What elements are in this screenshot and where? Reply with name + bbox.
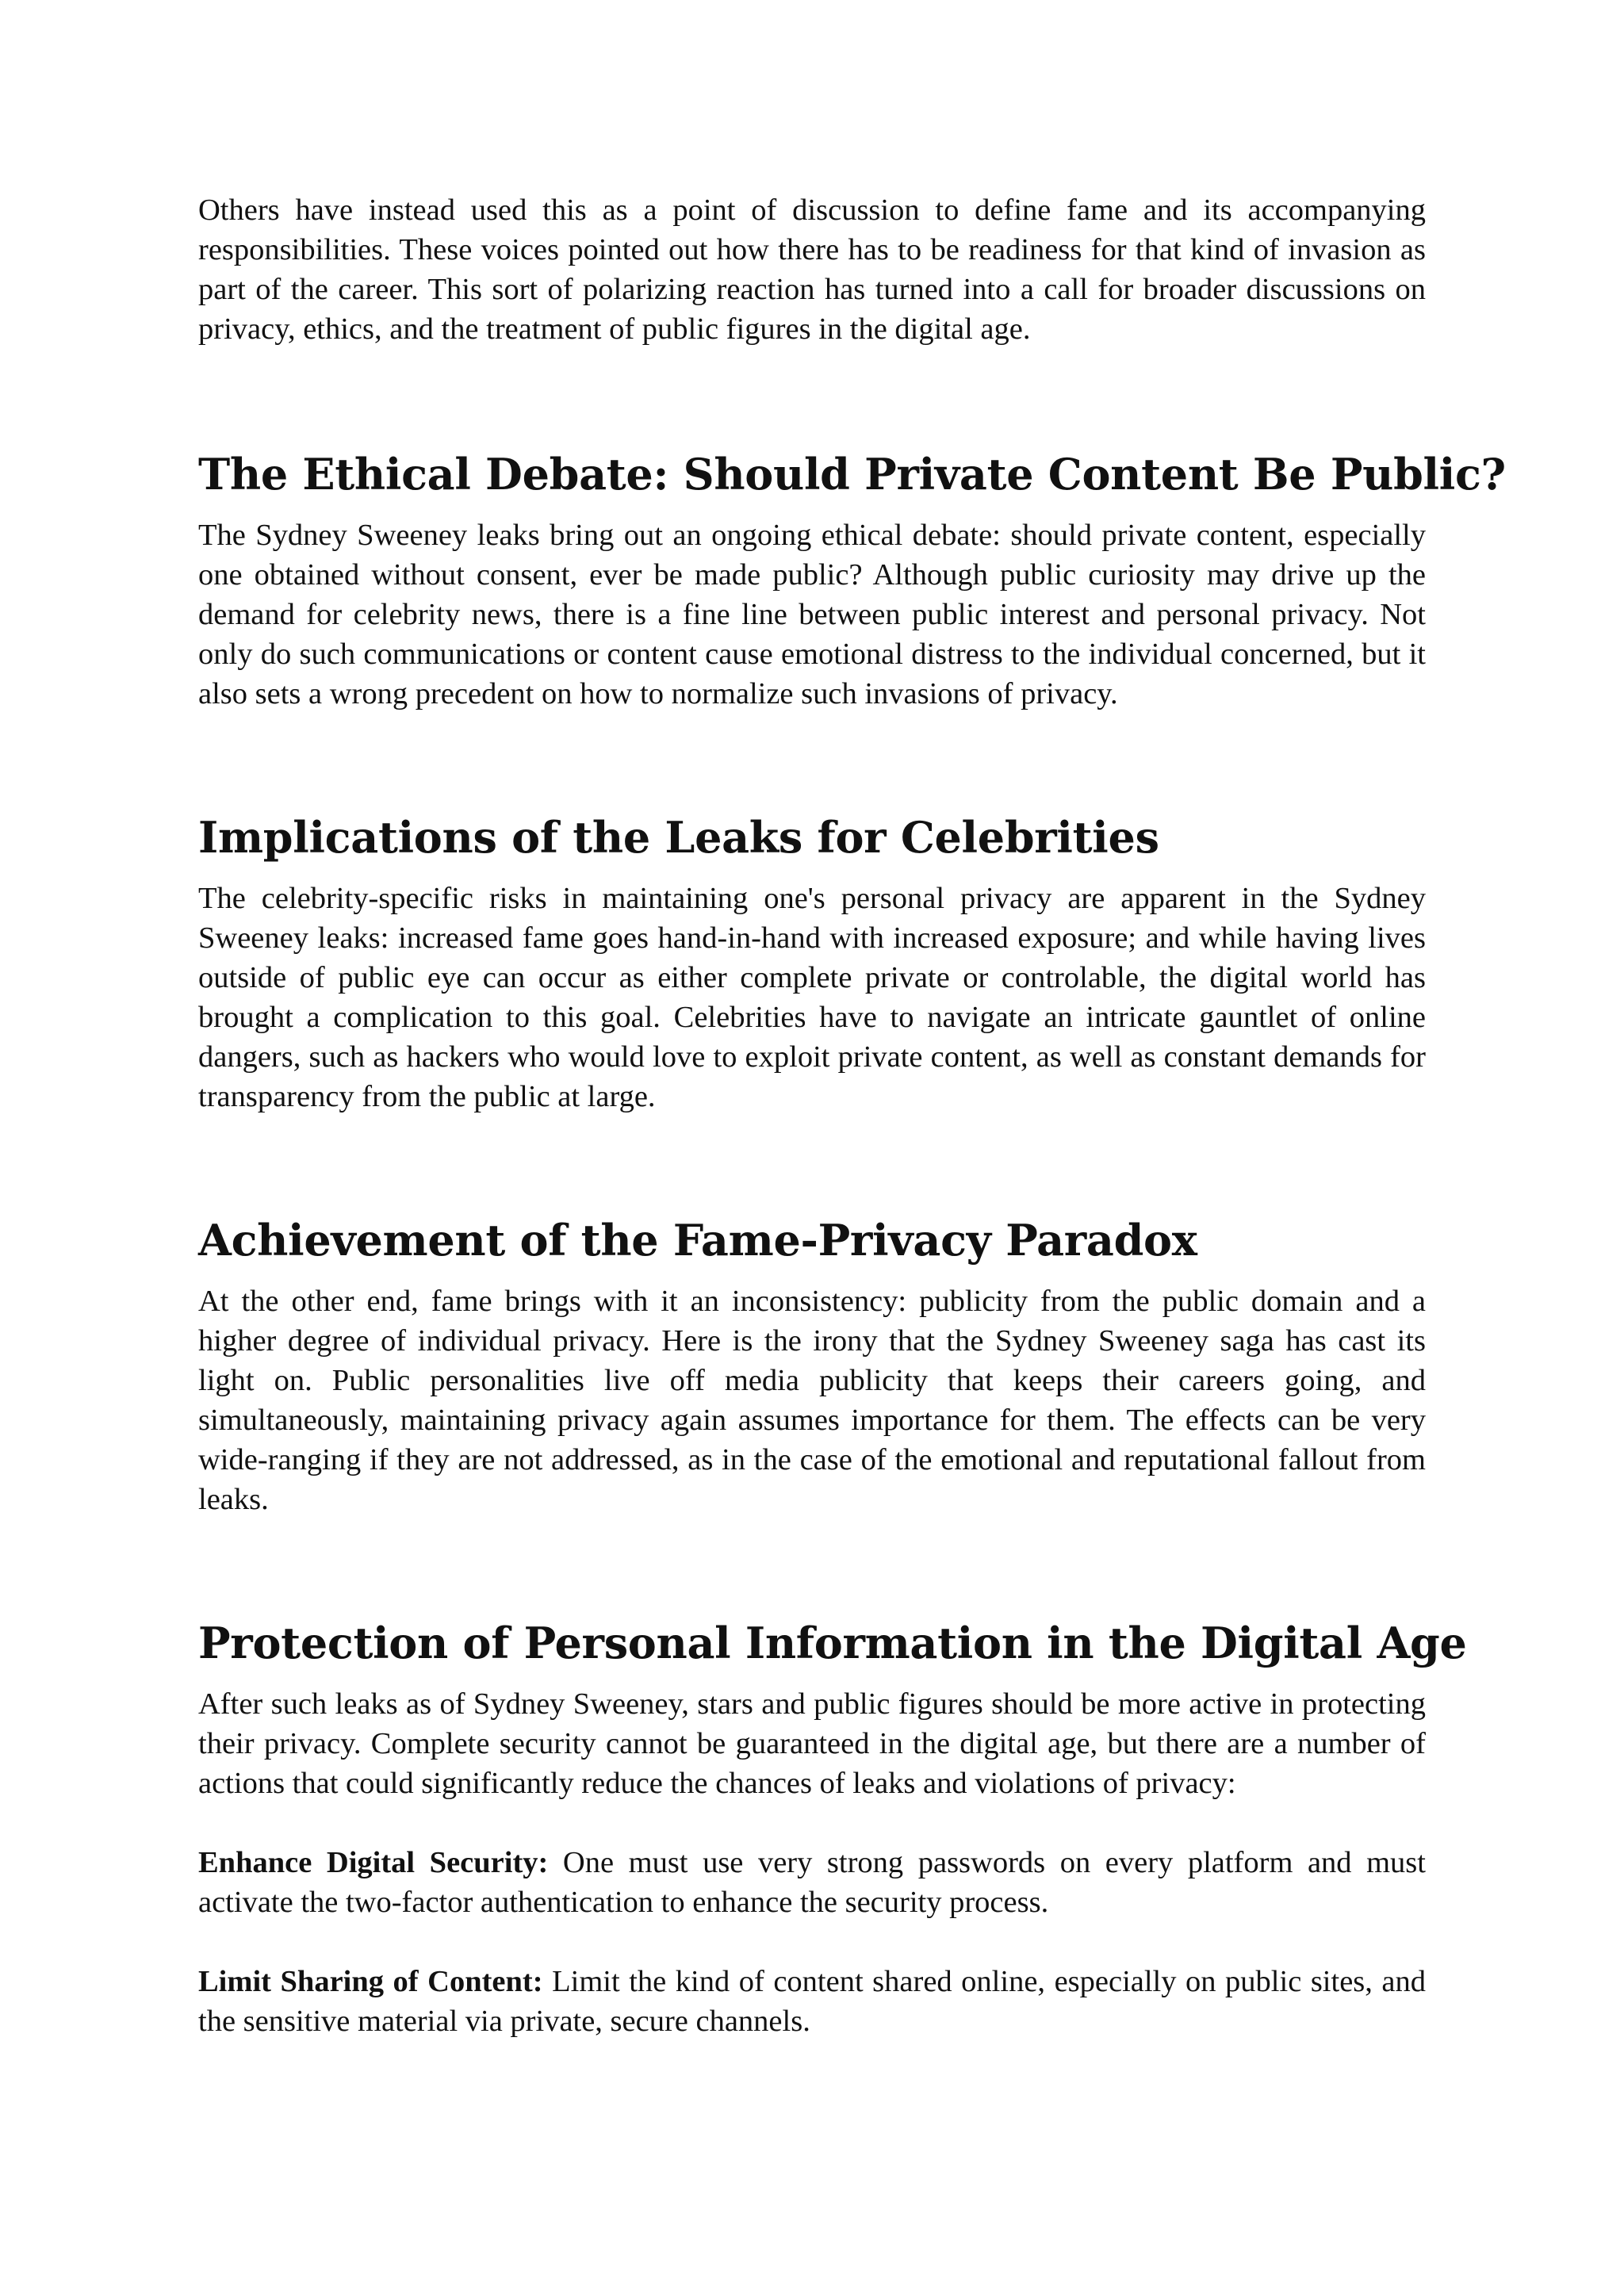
document-page — [198, 190, 1506, 2041]
section-fame-privacy-paradox — [198, 1215, 1426, 1519]
section-implications — [198, 812, 1426, 1116]
section-paragraph: At the other end, fame brings with it an inconsistency: publicity from the public domain and a higher degree of individual privacy. Here is the irony that the Sydney Sweeney saga has cast its light on. Public personalities live off media publicity that keeps their careers going, and simultaneously, maintaining privacy again assumes importance for them. The effects can be very wide-ranging if they are not addressed, as in the case of the emotional and reputational fallout from leaks. — [198, 1285, 1426, 1516]
list-item-text: Limit the kind of content shared online, especially on public sites, and the sensitive material via private, secure channels. — [198, 1965, 1427, 2038]
intro-paragraph: Others have instead used this as a point of discussion to define fame and its accompanying responsibilities. These voices pointed out how there has to be readiness for that kind of invasion as part of the career. This sort of polarizing reaction has turned into a call for broader discussions on privacy, ethics, and the treatment of public figures in the digital age. — [198, 193, 1426, 346]
list-item-lead: Enhance Digital Security: — [198, 1846, 549, 1879]
list-item-digital-security — [198, 1843, 1426, 1922]
section-paragraph: After such leaks as of Sydney Sweeney, stars and public figures should be more active in protecting their privacy. Complete security cannot be guaranteed in the digital age, but there are a number of actions that could significantly reduce the chances of leaks and violations of privacy: — [198, 1687, 1426, 1800]
section-paragraph: The Sydney Sweeney leaks bring out an ongoing ethical debate: should private content, especially one obtained without consent, ever be made public? Although public curiosity may drive up the demand for celebrity news, there is a fine line between public interest and personal privacy. Not only do such communications or content cause emotional distress to the individual concerned, but it also sets a wrong precedent on how to normalize such invasions of privacy. — [198, 519, 1426, 710]
section-ethical-debate — [198, 449, 1506, 714]
section-heading: Protection of Personal Information in the Digital Age — [198, 1618, 1467, 1668]
list-item-lead: Limit Sharing of Content: — [198, 1965, 543, 1998]
section-heading: The Ethical Debate: Should Private Content Be Public? — [198, 449, 1506, 500]
list-item-text: One must use very strong passwords on every platform and must activate the two-factor authentication to enhance the security process. — [198, 1846, 1426, 1919]
section-heading: Implications of the Leaks for Celebrities — [198, 812, 1159, 863]
section-paragraph: The celebrity-specific risks in maintaining one's personal privacy are apparent in the Sydney Sweeney leaks: increased fame goes hand-in-hand with increased exposure; and while having lives outside of public eye can occur as either complete private or controlable, the digital world has brought a complication to this goal. Celebrities have to navigate an intricate gauntlet of online dangers, such as hackers who would love to exploit private content, as well as constant demands for transparency from the public at large. — [198, 882, 1426, 1113]
section-protection — [198, 1618, 1467, 2041]
section-heading: Achievement of the Fame-Privacy Paradox — [198, 1215, 1197, 1266]
list-item-limit-sharing — [198, 1962, 1426, 2041]
